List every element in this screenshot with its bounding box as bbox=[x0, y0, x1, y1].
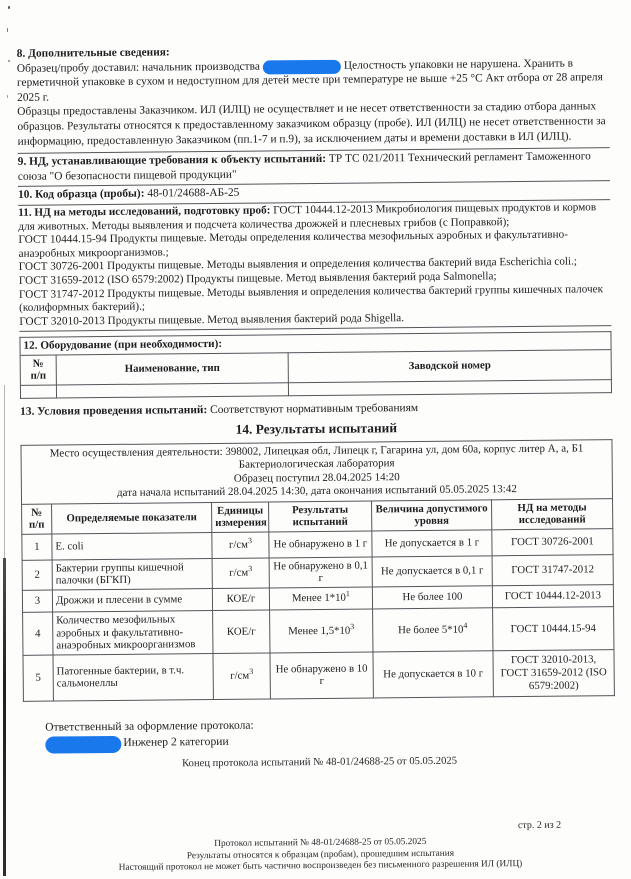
equipment-col-serial: Заводской номер bbox=[288, 350, 611, 383]
equipment-empty-cell bbox=[56, 383, 288, 398]
section-13-value: Соответствуют нормативным требованиям bbox=[210, 402, 418, 416]
limit-base: Не допускается в 1 г bbox=[385, 537, 480, 550]
section-11-label: 11. НД на методы исследований, подготовку проб: bbox=[18, 204, 270, 218]
row-indicator: Бактерии группы кишечной палочки (БГКП) bbox=[52, 558, 212, 590]
document-page bbox=[16, 0, 616, 879]
results-col-method: НД на методы исследований bbox=[492, 498, 613, 529]
limit-base: Не допускается в 10 г bbox=[383, 667, 483, 680]
section-8-delivered-suffix: Целостность упаковки не нарушена. Хранить в герметичной упаковке в сухом и недоступном для детей месте при температуре не выше +25 °С Акт отбора от 28 апреля 2025 г. bbox=[17, 57, 603, 104]
result-base: Не обнаружено в 10 г bbox=[276, 662, 368, 687]
results-table bbox=[21, 498, 615, 702]
row-unit bbox=[212, 558, 269, 589]
row-unit bbox=[212, 588, 269, 611]
row-unit bbox=[213, 610, 270, 653]
unit-base: г/см bbox=[229, 567, 248, 579]
redaction-box-producer-name bbox=[263, 59, 341, 74]
scan-artifact-line-faint bbox=[4, 385, 5, 565]
result-base: Не обнаружено в 1 г bbox=[274, 538, 368, 551]
equipment-col-name: Наименование, тип bbox=[56, 353, 288, 385]
row-unit bbox=[213, 653, 270, 700]
unit-sup: 3 bbox=[248, 536, 252, 545]
section-12-heading: 12. Оборудование (при необходимости): bbox=[20, 332, 611, 355]
section-8-delivered-prefix: Образец/пробу доставил: начальник производства bbox=[17, 60, 260, 74]
unit-base: г/см bbox=[230, 670, 249, 682]
results-info-sample-received: Образец поступил 28.04.2025 14:20 bbox=[26, 469, 608, 488]
row-num: 4 bbox=[23, 612, 53, 655]
scan-speck bbox=[7, 28, 8, 32]
row-limit bbox=[372, 586, 492, 609]
footer bbox=[24, 835, 616, 875]
signature-responsible-label: Ответственный за оформление протокола: bbox=[45, 714, 615, 735]
result-base: Менее 1,5*10 bbox=[288, 624, 350, 637]
row-result bbox=[270, 652, 373, 699]
section-11-methods-list: ГОСТ 10444.12-2013 Микробиология пищевых продуктов и кормов для животных. Методы выявления и подсчета количества дрожжей и плесневых грибов (с Поправкой); ГОСТ 10444.15-94 Продукты пищевые. Методы определения количества мезофильных аэробных и факультативно-анаэробных микроорганизмов.; ГОСТ 30726-2001 Продукты пищевые. Методы выявления и определения количества бактерий вида Escherichia coli.; ГОСТ 31659-2012 (ISO 6579:2002) Продукты пищевые. Метод выявления бактерий рода Salmonella; ГОСТ 31747-2012 Продукты пищевые. Методы выявления и определения количества бактерий группы кишечных палочек (колиформных бактерий).; ГОСТ 32010-2013 Продукты пищевые. Метод выявления бактерий рода Shigella. bbox=[18, 201, 603, 327]
row-limit bbox=[372, 556, 492, 587]
row-result bbox=[269, 531, 372, 558]
limit-sup: 4 bbox=[463, 621, 467, 630]
results-info-test-dates: дата начала испытаний 28.04.2025 14:30, дата окончания испытаний 05.05.2025 13:42 bbox=[26, 482, 608, 501]
row-method: ГОСТ 30726-2001 bbox=[492, 529, 613, 556]
result-base: Менее 1*10 bbox=[292, 592, 346, 605]
scan-artifact-line-dark bbox=[3, 558, 6, 876]
row-result bbox=[270, 609, 373, 653]
row-indicator: E. coli bbox=[52, 532, 212, 560]
section-9-value: ТР ТС 021/2011 Технический регламент Таможенного союза "О безопасности пищевой продукции" bbox=[18, 151, 591, 183]
results-col-limit: Величина допустимого уровня bbox=[372, 500, 492, 531]
scan-speck bbox=[7, 95, 8, 98]
row-num: 3 bbox=[22, 590, 52, 612]
row-method: ГОСТ 31747-2012 bbox=[492, 555, 613, 586]
section-8-disclaimer: Образцы предоставлены Заказчиком. ИЛ (ИЛЦ) не осуществляет и не несет ответственности за стадию отбора данных образцов. Результаты относятся к предоставленному заказчиком образцу (пробе). ИЛ (ИЛЦ) не несет ответственности за информацию, предоставленную Заказчиком (пп.1-7 и п.9), за исключением даты и времени доставки в ИЛ (ИЛЦ). bbox=[17, 100, 609, 149]
row-method: ГОСТ 32010-2013, ГОСТ 31659-2012 (ISO 6579:2002) bbox=[493, 649, 614, 696]
row-limit bbox=[373, 608, 493, 652]
row-num: 5 bbox=[23, 655, 53, 701]
section-10-label: 10. Код образца (пробы): bbox=[18, 188, 145, 201]
signature-position: Инженер 2 категории bbox=[123, 735, 228, 749]
results-col-unit: Единицы измерения bbox=[212, 502, 269, 533]
results-info-box bbox=[20, 439, 613, 503]
result-sup: 1 bbox=[346, 589, 350, 598]
row-num: 1 bbox=[22, 534, 52, 560]
row-indicator: Дрожжи и плесени в сумме bbox=[52, 589, 212, 613]
unit-sup: 3 bbox=[249, 667, 253, 676]
limit-base: Не более 100 bbox=[402, 591, 462, 604]
row-result bbox=[269, 587, 372, 610]
footer-reproduction-note: Настоящий протокол не может быть частично воспроизведен без письменного разрешения ИЛ (ИЛЦ) bbox=[24, 858, 616, 875]
results-col-num: № п/п bbox=[22, 504, 52, 534]
section-10-sample-code: 48-01/24688-АБ-25 bbox=[147, 187, 239, 200]
section-9-label: 9. НД, устанавливающие требования к объекту испытаний: bbox=[18, 153, 326, 168]
redaction-box-signatory-name bbox=[45, 736, 121, 754]
row-unit bbox=[212, 532, 269, 559]
scan-speck bbox=[8, 60, 10, 62]
section-11 bbox=[18, 200, 611, 332]
row-limit bbox=[372, 530, 492, 557]
unit-sup: 3 bbox=[248, 564, 252, 573]
results-col-indicator: Определяемые показатели bbox=[52, 502, 212, 534]
result-sup: 3 bbox=[350, 622, 354, 631]
section-14-title: 14. Результаты испытаний bbox=[20, 418, 612, 440]
row-indicator: Патогенные бактерии, в т.ч. сальмонеллы bbox=[53, 653, 213, 701]
section-8 bbox=[17, 41, 610, 149]
result-base: Не обнаружено в 0,1 г bbox=[273, 559, 368, 584]
equipment-table bbox=[19, 331, 612, 398]
section-13-label: 13. Условия проведения испытаний: bbox=[20, 404, 207, 418]
table-row bbox=[23, 607, 614, 655]
row-limit bbox=[373, 651, 493, 698]
section-9 bbox=[18, 147, 610, 187]
equipment-empty-cell bbox=[288, 380, 611, 396]
end-of-protocol-line: Конец протокола испытаний № 48-01/24688-25 от 05.05.2025 bbox=[23, 754, 615, 771]
footer-protocol-number: Протокол испытаний № 48-01/24688-25 от 05.05.2025 bbox=[24, 835, 616, 852]
signature-block bbox=[23, 714, 615, 752]
limit-base: Не более 5*10 bbox=[398, 623, 463, 636]
table-row bbox=[23, 649, 614, 701]
section-13 bbox=[20, 400, 612, 418]
equipment-empty-cell bbox=[20, 385, 56, 398]
row-method: ГОСТ 10444.15-94 bbox=[493, 607, 614, 651]
scan-speck bbox=[8, 6, 10, 9]
results-col-result: Результаты испытаний bbox=[269, 501, 372, 532]
row-result bbox=[269, 557, 372, 588]
equipment-col-num: № п/п bbox=[20, 355, 56, 386]
section-8-heading: 8. Дополнительные сведения: bbox=[17, 41, 609, 61]
unit-base: г/см bbox=[229, 539, 248, 551]
row-num: 2 bbox=[22, 560, 52, 590]
row-indicator: Количество мезофильных аэробных и факультативно-анаэробных микроорганизмов bbox=[53, 611, 213, 655]
limit-base: Не допускается в 0,1 г bbox=[381, 565, 484, 578]
unit-base: КОЕ/г bbox=[227, 593, 256, 605]
results-info-address: Место осуществления деятельности: 398002, Липецкая обл, Липецк г, Гагарина ул, дом 60а, корпус литер А, а, Б1 bbox=[26, 442, 608, 461]
footer-results-note: Результаты относятся к образцам (пробам), прошедшим испытания bbox=[24, 847, 616, 864]
section-8-paragraph-1 bbox=[17, 56, 609, 105]
page-number: стр. 2 из 2 bbox=[518, 820, 561, 831]
unit-base: КОЕ/г bbox=[227, 625, 256, 637]
row-method: ГОСТ 10444.12-2013 bbox=[492, 585, 613, 608]
results-info-lab: Бактериологическая лаборатория bbox=[26, 456, 608, 475]
